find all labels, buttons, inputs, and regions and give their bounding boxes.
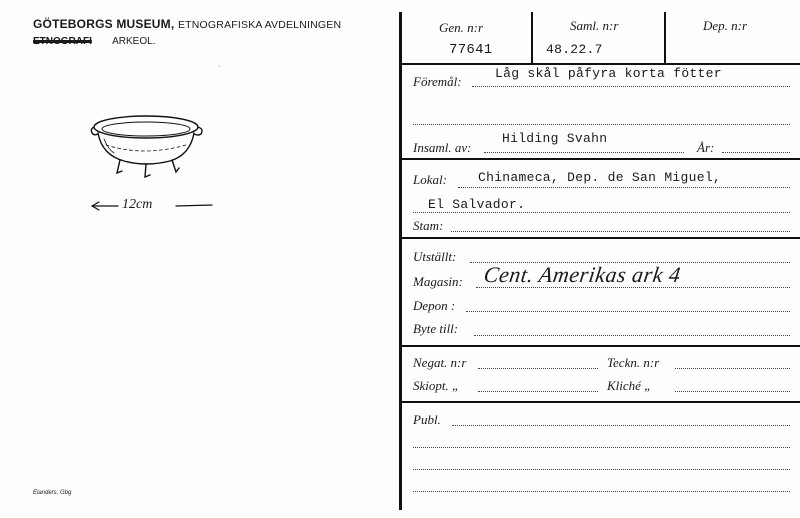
publ-line-4	[413, 491, 790, 492]
saml-label: Saml. n:r	[570, 18, 619, 33]
saml-value: 48.22.7	[546, 42, 603, 57]
bowl-drawing-icon	[84, 105, 214, 190]
rule-after-insaml	[400, 158, 800, 160]
foremal-line-1	[472, 86, 790, 87]
museum-header	[33, 17, 341, 31]
lokal-value-2: El Salvador.	[428, 197, 526, 212]
insaml-label: Insaml. av:	[413, 140, 472, 155]
lokal-value-1: Chinameca, Dep. de San Miguel,	[478, 170, 722, 185]
gen-value: 77641	[449, 42, 493, 58]
foremal-value: Låg skål påfyra korta fötter	[495, 66, 722, 81]
top-divider-2	[664, 12, 666, 64]
rule-after-kliche	[400, 401, 800, 403]
section-line	[33, 36, 155, 47]
rule-after-byte	[400, 345, 800, 347]
publ-line-2	[413, 447, 790, 448]
rule-after-stam	[400, 237, 800, 239]
foremal-line-2	[413, 124, 790, 125]
struck-section: ETNOGRAFI	[33, 36, 92, 47]
negat-label: Negat. n:r	[413, 355, 467, 370]
museum-name: GÖTEBORGS MUSEUM,	[33, 17, 175, 31]
insaml-line	[484, 152, 684, 153]
scale-bar-icon	[88, 196, 218, 216]
byte-line	[474, 335, 790, 336]
dep-label: Dep. n:r	[703, 18, 748, 33]
stam-line	[451, 231, 790, 232]
negat-line	[478, 368, 598, 369]
card-divider	[399, 12, 402, 510]
stam-label: Stam:	[413, 218, 444, 233]
kliche-label: Kliché „	[607, 378, 652, 393]
byte-label: Byte till:	[413, 321, 459, 336]
utstallt-label: Utställt:	[413, 249, 457, 264]
lokal-label: Lokal:	[413, 172, 447, 187]
section-name: ARKEOL.	[112, 36, 156, 47]
foremal-label: Föremål:	[413, 74, 462, 89]
teckn-line	[675, 368, 790, 369]
insaml-value: Hilding Svahn	[502, 131, 608, 146]
magasin-value: Cent. Amerikas ark 4	[482, 262, 683, 287]
publ-line-1	[452, 425, 790, 426]
top-rule	[400, 63, 800, 65]
department-name: ETNOGRAFISKA AVDELNINGEN	[177, 19, 342, 31]
publ-label: Publ.	[413, 412, 441, 427]
top-divider-1	[531, 12, 533, 64]
magasin-line	[476, 287, 790, 288]
ink-speck: ·	[218, 62, 221, 71]
printer-imprint: Elanders, Gbg	[33, 490, 72, 496]
depon-label: Depon :	[413, 298, 456, 313]
lokal-line-2	[413, 212, 790, 213]
ar-line	[722, 152, 790, 153]
teckn-label: Teckn. n:r	[607, 355, 660, 370]
gen-label: Gen. n:r	[439, 20, 484, 35]
ar-label: År:	[697, 140, 715, 155]
lokal-line-1	[458, 187, 790, 188]
scale-label: 12cm	[122, 197, 153, 212]
magasin-label: Magasin:	[413, 274, 463, 289]
kliche-line	[675, 391, 790, 392]
skiopt-label: Skiopt. „	[413, 378, 460, 393]
publ-line-3	[413, 469, 790, 470]
skiopt-line	[478, 391, 598, 392]
depon-line	[466, 311, 790, 312]
